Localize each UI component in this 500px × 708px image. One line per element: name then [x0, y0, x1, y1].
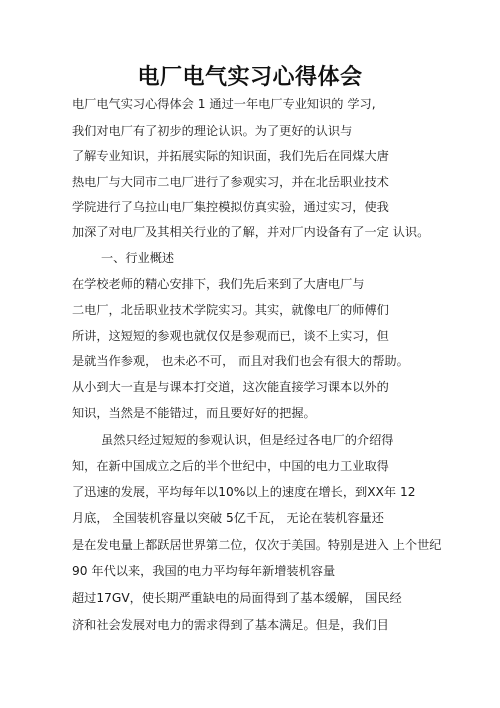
text-line: 了解专业知识，并拓展实际的知识面，我们先后在同煤大唐: [72, 149, 389, 163]
text-line: 加深了对电厂及其相关行业的了解，并对厂内设备有了一定 认识。: [72, 225, 430, 239]
text-line: 在学校老师的精心安排下，我们先后来到了大唐电厂与: [72, 277, 365, 291]
text-line: 月底， 全国装机容量以突破 5亿千瓦， 无论在装机容量还: [72, 511, 384, 525]
text-line: 是就当作参观， 也未必不可， 而且对我们也会有很大的帮助。: [72, 354, 409, 368]
text-line: 学院进行了乌拉山电厂集控模拟仿真实验，通过实习，使我: [72, 200, 389, 214]
text-line: 超过17GV，使长期严重缺电的局面得到了基本缓解， 国民经: [72, 591, 402, 605]
text-line: 热电厂与大同市二电厂进行了参观实习，并在北岳职业技术: [72, 175, 389, 189]
text-line: 二电厂，北岳职业技术学院实习。其实，就像电厂的师傅们: [72, 303, 389, 317]
text-line: 从小到大一直是与课本打交道，这次能直接学习课本以外的: [72, 380, 389, 394]
section-heading: 一、行业概述: [101, 251, 175, 265]
text-line: 所讲，这短短的参观也就仅仅是参观而已，谈不上实习，但: [72, 329, 389, 343]
text-line: 知，在新中国成立之后的半个世纪中，中国的电力工业取得: [72, 459, 389, 473]
text-line: 了迅速的发展，平均每年以10%以上的速度在增长，到XX年 12: [72, 485, 416, 499]
text-line: 虽然只经过短短的参观认识，但是经过各电厂的介绍得: [101, 433, 394, 447]
text-line: 是在发电量上都跃居世界第二位，仅次于美国。特别是进入 上个世纪: [72, 538, 442, 552]
document-title: 电厂电气实习心得体会: [137, 65, 363, 90]
text-line: 电厂电气实习心得体会 1 通过一年电厂专业知识的 学习,: [72, 97, 376, 111]
text-line: 90 年代以来，我国的电力平均每年新增装机容量: [72, 564, 336, 578]
text-line: 我们对电厂有了初步的理论认识。为了更好的认识与: [72, 124, 353, 138]
text-line: 知识，当然是不能错过，而且要好好的把握。: [72, 406, 316, 420]
text-line: 济和社会发展对电力的需求得到了基本满足。但是，我们目: [72, 618, 389, 632]
